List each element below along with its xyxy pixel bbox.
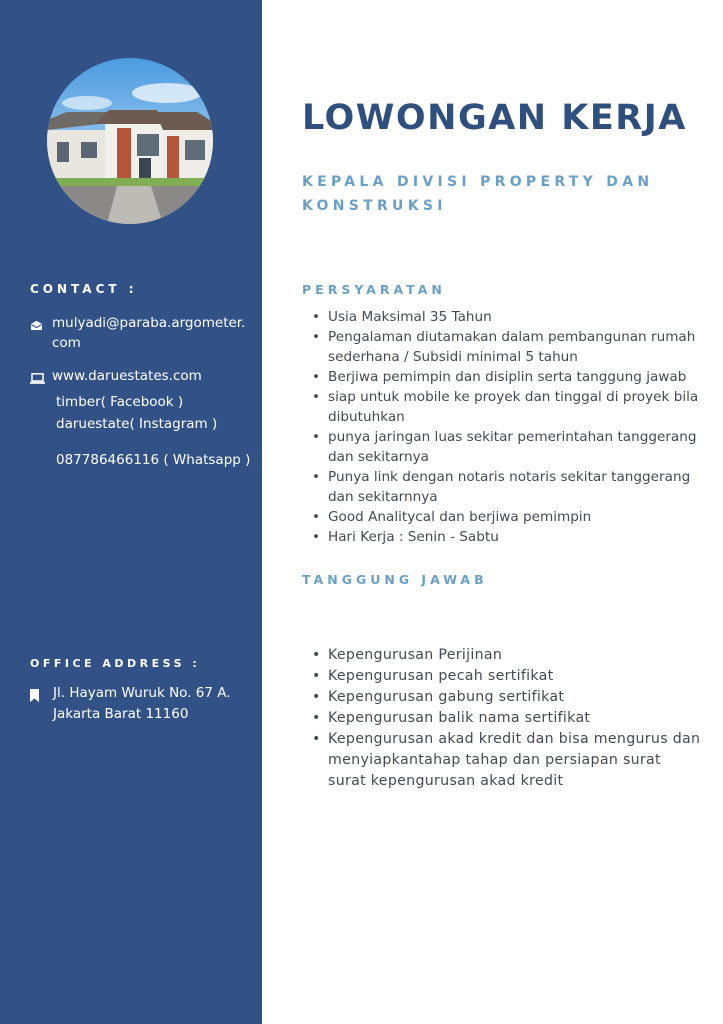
- responsibilities-heading: TANGGUNG JAWAB: [302, 572, 488, 587]
- house-photo: [47, 58, 213, 224]
- laptop-icon: [30, 370, 52, 390]
- instagram-text[interactable]: daruestate( Instagram ): [56, 416, 218, 432]
- responsibilities-list: [306, 645, 701, 792]
- contact-heading: CONTACT :: [30, 282, 138, 296]
- list-item: • Kepengurusan Perijinan: [306, 645, 701, 666]
- list-item: • Punya link dengan notaris notaris sekitar tanggerang dan sekitarnnya: [306, 467, 701, 507]
- position-title: KEPALA DIVISI PROPERTY DAN KONSTRUKSI: [302, 174, 654, 214]
- list-item: • Berjiwa pemimpin dan disiplin serta tanggung jawab: [306, 367, 701, 387]
- office-address: [30, 683, 243, 725]
- list-item: • Kepengurusan akad kredit dan bisa mengurus dan menyiapkantahap tahap dan persiapan surat surat kepengurusan akad kredit: [306, 729, 701, 792]
- list-item: • Usia Maksimal 35 Tahun: [306, 307, 701, 327]
- requirements-list: [306, 307, 701, 547]
- list-item: • Kepengurusan gabung sertifikat: [306, 687, 701, 708]
- address-text: Jl. Hayam Wuruk No. 67 A. Jakarta Barat 11160: [53, 685, 231, 722]
- whatsapp-text[interactable]: 087786466116 ( Whatsapp ): [56, 452, 251, 468]
- sidebar: [0, 0, 262, 1024]
- list-item: • Kepengurusan balik nama sertifikat: [306, 708, 701, 729]
- website-text[interactable]: www.daruestates.com: [52, 368, 202, 384]
- facebook-text[interactable]: timber( Facebook ): [56, 394, 184, 410]
- list-item: • Kepengurusan pecah sertifikat: [306, 666, 701, 687]
- email-text[interactable]: mulyadi@paraba.argometer.com: [52, 315, 246, 351]
- contact-email[interactable]: [30, 313, 248, 353]
- bookmark-icon: [30, 688, 53, 725]
- list-item: • Pengalaman diutamakan dalam pembangunan rumah sederhana / Subsidi minimal 5 tahun: [306, 327, 701, 367]
- list-item: • Good Analitycal dan berjiwa pemimpin: [306, 507, 701, 527]
- list-item: • punya jaringan luas sekitar pemerintahan tanggerang dan sekitarnya: [306, 427, 701, 467]
- mail-icon: [30, 317, 52, 337]
- contact-website[interactable]: [30, 366, 248, 390]
- list-item: • Hari Kerja : Senin - Sabtu: [306, 527, 701, 547]
- requirements-heading: PERSYARATAN: [302, 282, 446, 297]
- page-title: LOWONGAN KERJA: [302, 98, 687, 138]
- list-item: • siap untuk mobile ke proyek dan tinggal di proyek bila dibutuhkan: [306, 387, 701, 427]
- office-address-heading: OFFICE ADDRESS :: [30, 657, 201, 670]
